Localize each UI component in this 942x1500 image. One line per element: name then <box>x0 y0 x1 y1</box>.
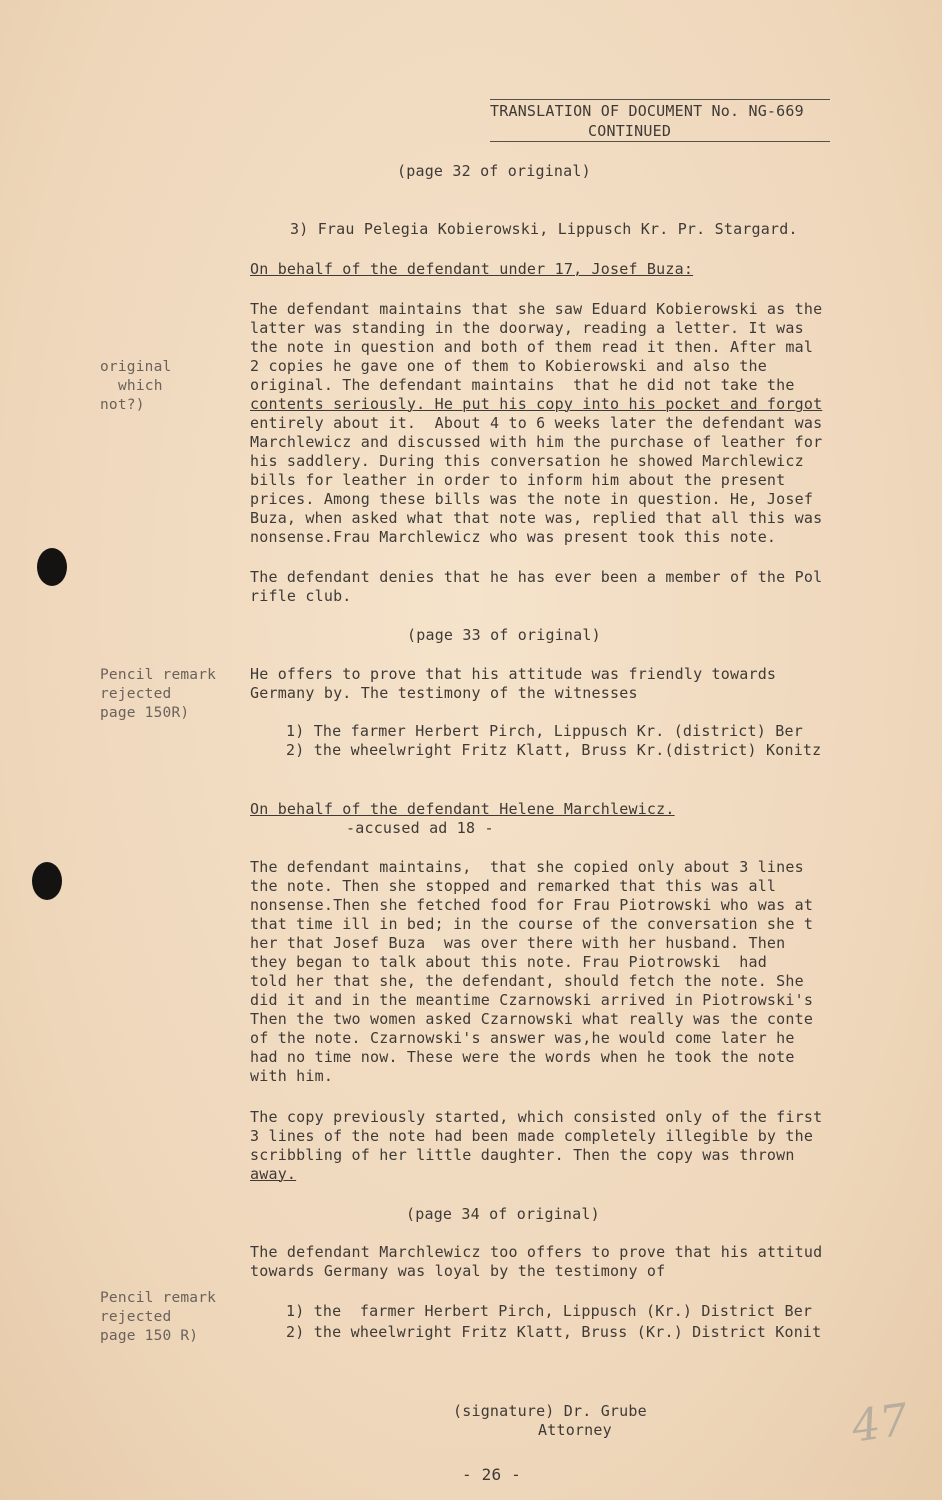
para-line: towards Germany was loyal by the testimony of <box>250 1262 666 1280</box>
witness-a-2: 2) the wheelwright Fritz Klatt, Bruss Kr.(district) Konitz <box>286 741 822 759</box>
para-line: scribbling of her little daughter. Then the copy was thrown <box>250 1146 795 1164</box>
margin-note-2-line1: Pencil remark <box>100 667 217 683</box>
para-line: entirely about it. About 4 to 6 weeks later the defendant was <box>250 414 823 432</box>
para-line: Germany by. The testimony of the witnesses <box>250 684 638 702</box>
para-line: The defendant denies that he has ever been a member of the Pol <box>250 568 823 586</box>
para-line: The defendant maintains that she saw Eduard Kobierowski as the <box>250 300 823 318</box>
para-line: they began to talk about this note. Frau Piotrowski had <box>250 953 767 971</box>
margin-note-3-line3: page 150 R) <box>100 1328 199 1344</box>
para-line: 3 lines of the note had been made completely illegible by the <box>250 1127 814 1145</box>
para-line: nonsense.Frau Marchlewicz who was present took this note. <box>250 528 777 546</box>
header-continued: CONTINUED <box>588 122 672 140</box>
witness-a-1: 1) The farmer Herbert Pirch, Lippusch Kr. (district) Ber <box>286 722 803 740</box>
para-line: had no time now. These were the words when he took the note <box>250 1048 795 1066</box>
signature-line: (signature) Dr. Grube <box>453 1402 647 1420</box>
para-line: The defendant Marchlewicz too offers to prove that his attitud <box>250 1243 823 1261</box>
margin-note-2-line3: page 150R) <box>100 705 190 721</box>
para-line: of the note. Czarnowski's answer was,he would come later he <box>250 1029 795 1047</box>
para-line: The copy previously started, which consisted only of the first <box>250 1108 823 1126</box>
para-line: He offers to prove that his attitude was friendly towards <box>250 665 777 683</box>
para-line: 2 copies he gave one of them to Kobierowski and also the <box>250 357 767 375</box>
header-rule-bottom <box>490 141 830 142</box>
handwritten-number: 47 <box>848 1394 912 1453</box>
witness-b-1: 1) the farmer Herbert Pirch, Lippusch (Kr.) District Ber <box>286 1302 813 1320</box>
para-line: nonsense.Then she fetched food for Frau Piotrowski who was at <box>250 896 814 914</box>
accused-label: -accused ad 18 - <box>346 819 494 837</box>
item-3-heading: 3) Frau Pelegia Kobierowski, Lippusch Kr. Pr. Stargard. <box>290 220 798 238</box>
para-line: with him. <box>250 1067 334 1085</box>
margin-note-3-line2: rejected <box>100 1309 172 1325</box>
para-line: the note in question and both of them read it then. After mal <box>250 338 814 356</box>
behalf-buza-heading: On behalf of the defendant under 17, Josef Buza: <box>250 260 694 278</box>
para-line: told her that she, the defendant, should fetch the note. She <box>250 972 804 990</box>
page-ref-34: (page 34 of original) <box>406 1205 600 1223</box>
para-line: the note. Then she stopped and remarked that this was all <box>250 877 777 895</box>
para-line: The defendant maintains, that she copied only about 3 lines <box>250 858 804 876</box>
para-line: Marchlewicz and discussed with him the purchase of leather for <box>250 433 823 451</box>
margin-note-2-line2: rejected <box>100 686 172 702</box>
page-ref-33: (page 33 of original) <box>407 626 601 644</box>
margin-note-1-line2: which <box>118 378 163 394</box>
para-line: away. <box>250 1165 297 1183</box>
para-line: that time ill in bed; in the course of the conversation she t <box>250 915 814 933</box>
para-line: original. The defendant maintains that he did not take the <box>250 376 795 394</box>
behalf-helene-heading: On behalf of the defendant Helene Marchlewicz. <box>250 800 675 818</box>
para-line: prices. Among these bills was the note in question. He, Josef <box>250 490 814 508</box>
witness-b-2: 2) the wheelwright Fritz Klatt, Bruss (Kr.) District Konit <box>286 1323 822 1341</box>
para-line: rifle club. <box>250 587 352 605</box>
header-rule-top <box>490 99 830 100</box>
para-line: his saddlery. During this conversation he showed Marchlewicz <box>250 452 804 470</box>
para-line: Then the two women asked Czarnowski what really was the conte <box>250 1010 814 1028</box>
page-number: - 26 - <box>462 1465 521 1484</box>
margin-note-1-line3: not?) <box>100 397 145 413</box>
signature-title: Attorney <box>538 1421 612 1439</box>
margin-note-3-line1: Pencil remark <box>100 1290 217 1306</box>
para-line: latter was standing in the doorway, reading a letter. It was <box>250 319 804 337</box>
para-line: Buza, when asked what that note was, replied that all this was <box>250 509 823 527</box>
page-ref-32: (page 32 of original) <box>397 162 591 180</box>
para-line: bills for leather in order to inform him about the present <box>250 471 786 489</box>
para-line: contents seriously. He put his copy into his pocket and forgot <box>250 395 823 413</box>
translation-header: TRANSLATION OF DOCUMENT No. NG-669 <box>490 102 804 120</box>
para-line: did it and in the meantime Czarnowski arrived in Piotrowski's <box>250 991 814 1009</box>
margin-note-1-line1: original <box>100 359 172 375</box>
para-line: her that Josef Buza was over there with her husband. Then <box>250 934 786 952</box>
punch-hole-bottom <box>32 862 62 900</box>
punch-hole-top <box>37 548 67 586</box>
